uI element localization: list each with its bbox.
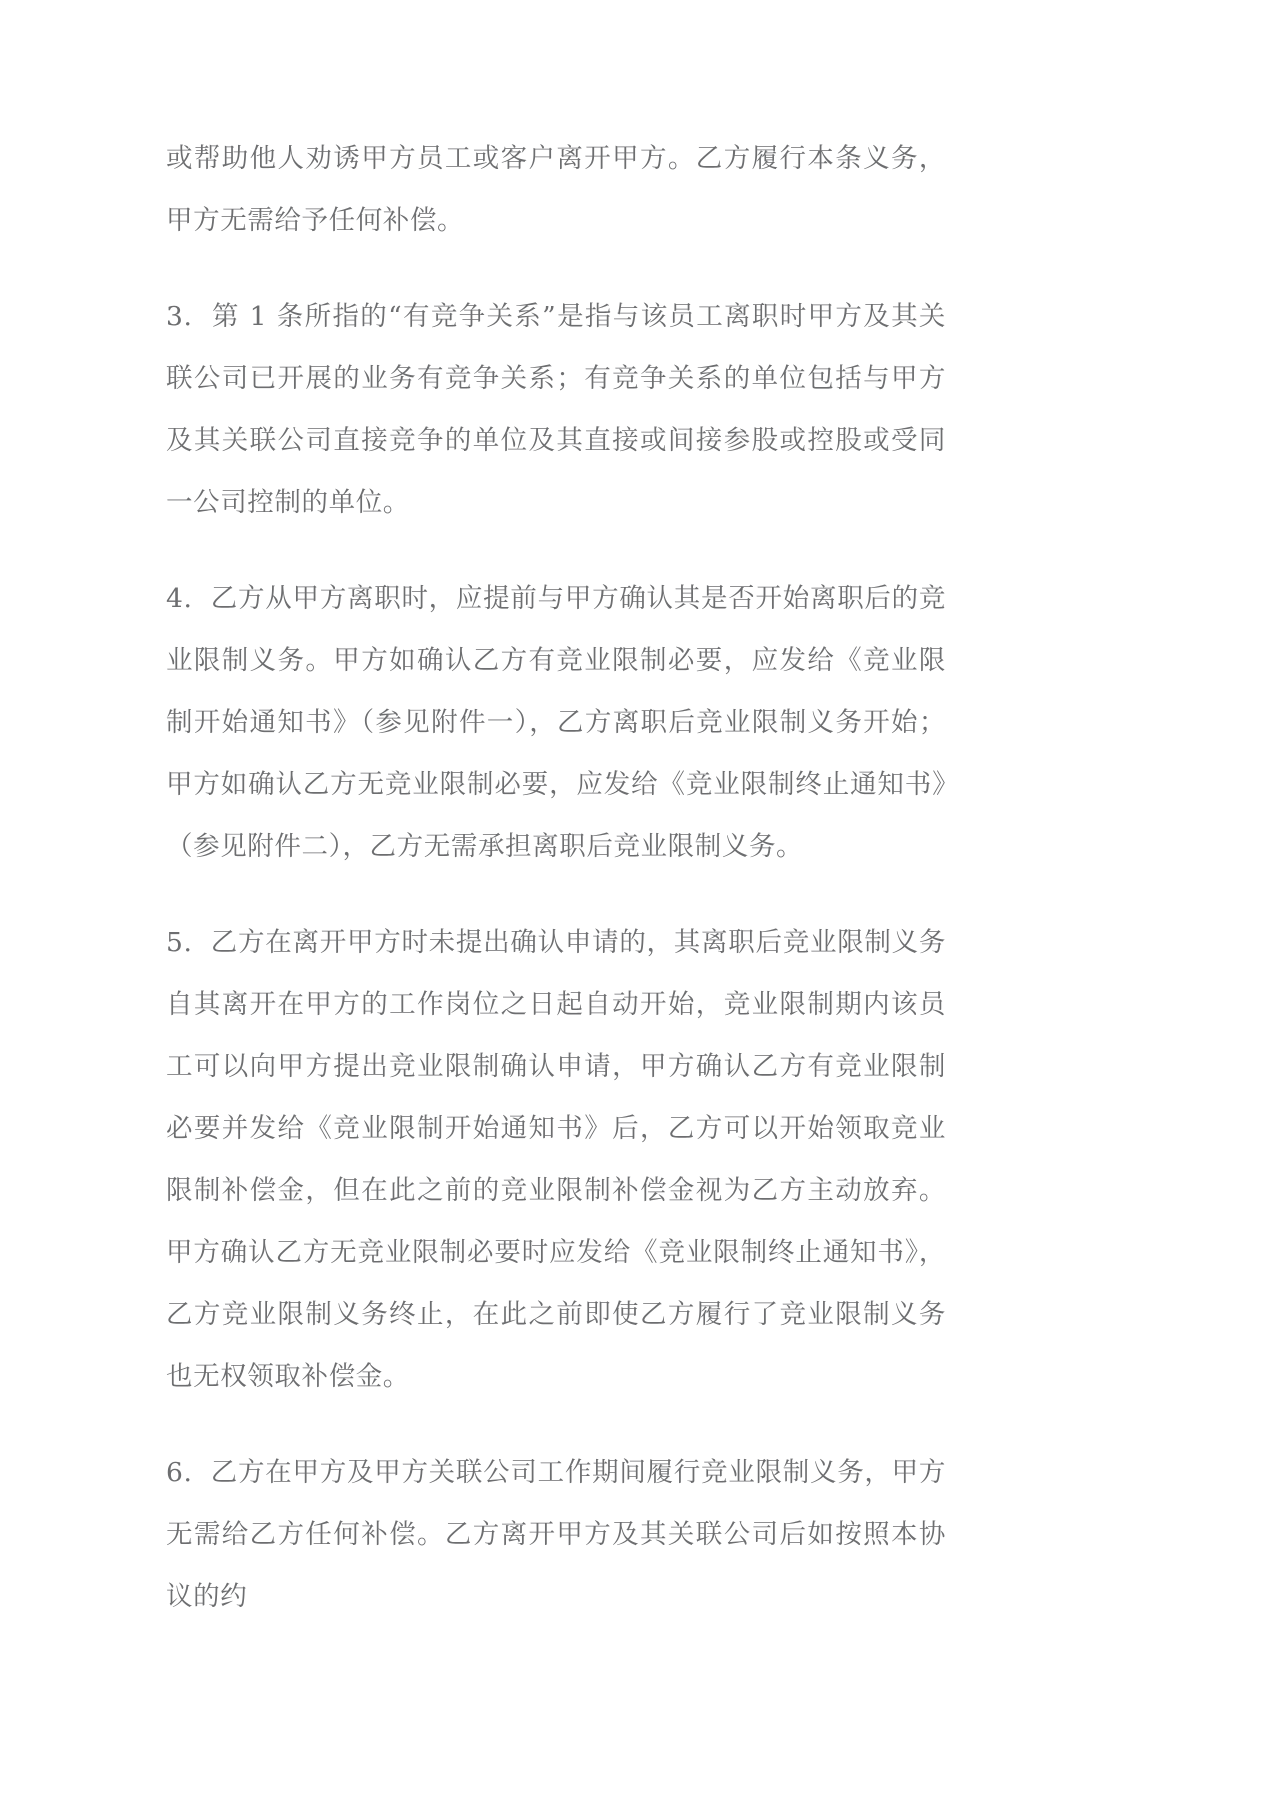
- document-body: [166, 128, 946, 1628]
- paragraph-continued: 或帮助他人劝诱甲方员工或客户离开甲方。乙方履行本条义务，甲方无需给予任何补偿。: [166, 143, 946, 236]
- paragraph-5: 5. 乙方在离开甲方时未提出确认申请的，其离职后竞业限制义务自其离开在甲方的工作岗位之日起自动开始，竞业限制期内该员工可以向甲方提出竞业限制确认申请，甲方确认乙方有竞业限制必要并发给《竞业限制开始通知书》后，乙方可以开始领取竞业限制补偿金，但在此之前的竞业限制补偿金视为乙方主动放弃。甲方确认乙方无竞业限制必要时应发给《竞业限制终止通知书》，乙方竞业限制义务终止，在此之前即使乙方履行了竞业限制义务也无权领取补偿金。: [166, 927, 946, 1392]
- paragraph-3: 3. 第 1 条所指的“有竞争关系”是指与该员工离职时甲方及其关联公司已开展的业务有竞争关系；有竞争关系的单位包括与甲方及其关联公司直接竞争的单位及其直接或间接参股或控股或受同一公司控制的单位。: [166, 301, 946, 518]
- paragraph-6: 6. 乙方在甲方及甲方关联公司工作期间履行竞业限制义务，甲方无需给乙方任何补偿。乙方离开甲方及其关联公司后如按照本协议的约: [166, 1457, 946, 1612]
- paragraph-4: 4. 乙方从甲方离职时，应提前与甲方确认其是否开始离职后的竞业限制义务。甲方如确认乙方有竞业限制必要，应发给《竞业限制开始通知书》（参见附件一），乙方离职后竞业限制义务开始；甲方如确认乙方无竞业限制必要，应发给《竞业限制终止通知书》（参见附件二），乙方无需承担离职后竞业限制义务。: [166, 583, 946, 862]
